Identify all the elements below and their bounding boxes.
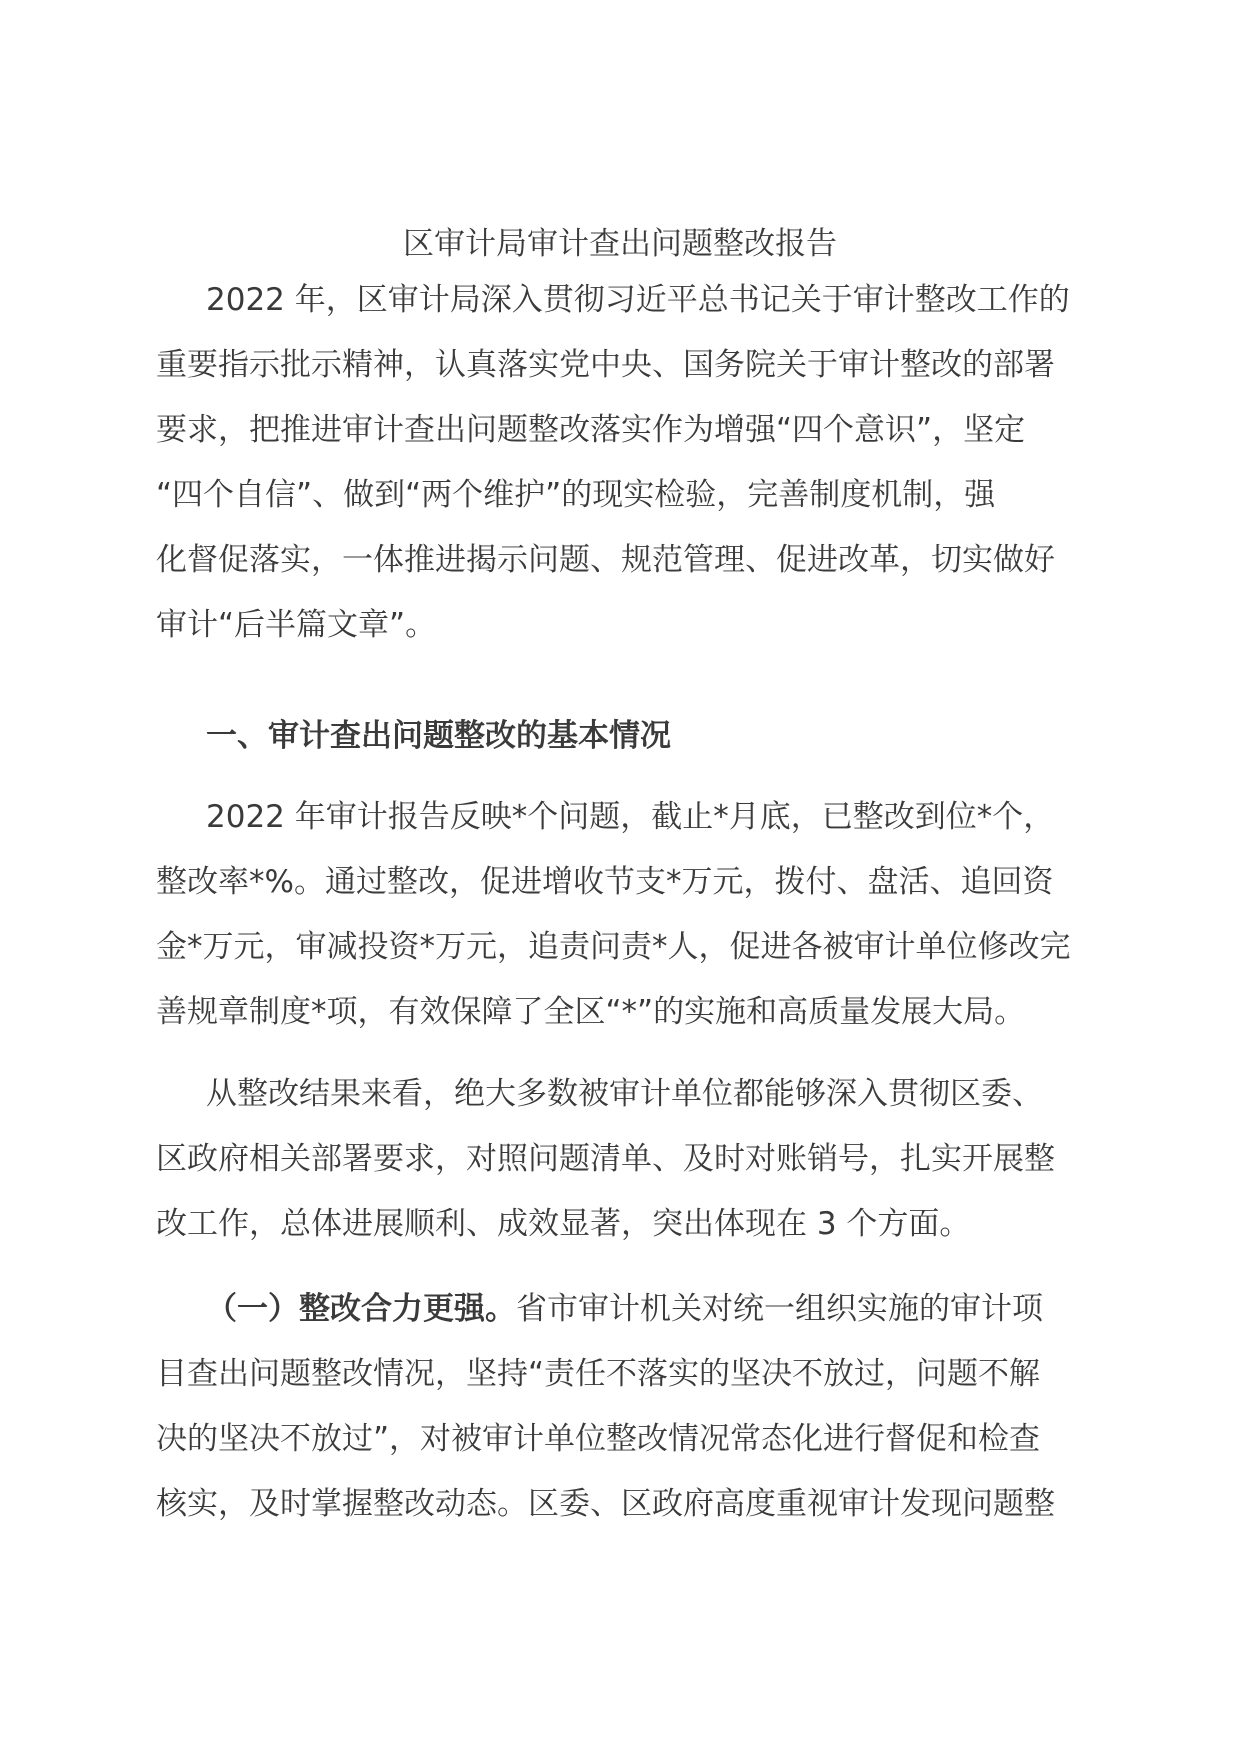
text-line: 金*万元，审减投资*万元，追责问责*人，促进各被审计单位修改完: [156, 929, 1071, 965]
document-title: 区审计局审计查出问题整改报告: [403, 226, 837, 262]
results-paragraph: [156, 1062, 1086, 1257]
text-line: 善规章制度*项，有效保障了全区“*”的实施和高质量发展大局。: [156, 994, 1026, 1030]
point1-first-line: 省市审计机关对统一组织实施的审计项: [516, 1291, 1043, 1327]
section-heading: 一、审计查出问题整改的基本情况: [206, 718, 671, 754]
text-line: 审计“后半篇文章”。: [156, 607, 437, 643]
text-line: 从整改结果来看，绝大多数被审计单位都能够深入贯彻区委、: [206, 1076, 1043, 1112]
intro-paragraph: [156, 268, 1086, 658]
text-line: 目查出问题整改情况，坚持“责任不落实的坚决不放过，问题不解: [156, 1356, 1041, 1392]
text-line: 整改率*%。通过整改，促进增收节支*万元，拨付、盘活、追回资: [156, 864, 1054, 900]
text-line: 2022 年，区审计局深入贯彻习近平总书记关于审计整改工作的: [206, 282, 1070, 318]
text-line: 重要指示批示精神，认真落实党中央、国务院关于审计整改的部署: [156, 347, 1055, 383]
text-line: “四个自信”、做到“两个维护”的现实检验，完善制度机制，强: [156, 477, 996, 513]
text-line: 核实，及时掌握整改动态。区委、区政府高度重视审计发现问题整: [156, 1486, 1055, 1522]
text-line: 2022 年审计报告反映*个问题，截止*月底，已整改到位*个，: [206, 799, 1055, 835]
text-line: 区政府相关部署要求，对照问题清单、及时对账销号，扎实开展整: [156, 1141, 1055, 1177]
summary-paragraph: [156, 785, 1086, 1045]
text-line: [156, 1277, 1086, 1342]
text-line: 决的坚决不放过”，对被审计单位整改情况常态化进行督促和检查: [156, 1421, 1041, 1457]
text-line: 要求，把推进审计查出问题整改落实作为增强“四个意识”，坚定: [156, 412, 1026, 448]
text-line: 改工作，总体进展顺利、成效显著，突出体现在 3 个方面。: [156, 1206, 971, 1242]
point1-paragraph: [156, 1277, 1086, 1537]
point1-bold-lead: （一）整改合力更强。: [206, 1291, 516, 1327]
text-line: 化督促落实，一体推进揭示问题、规范管理、促进改革，切实做好: [156, 542, 1055, 578]
